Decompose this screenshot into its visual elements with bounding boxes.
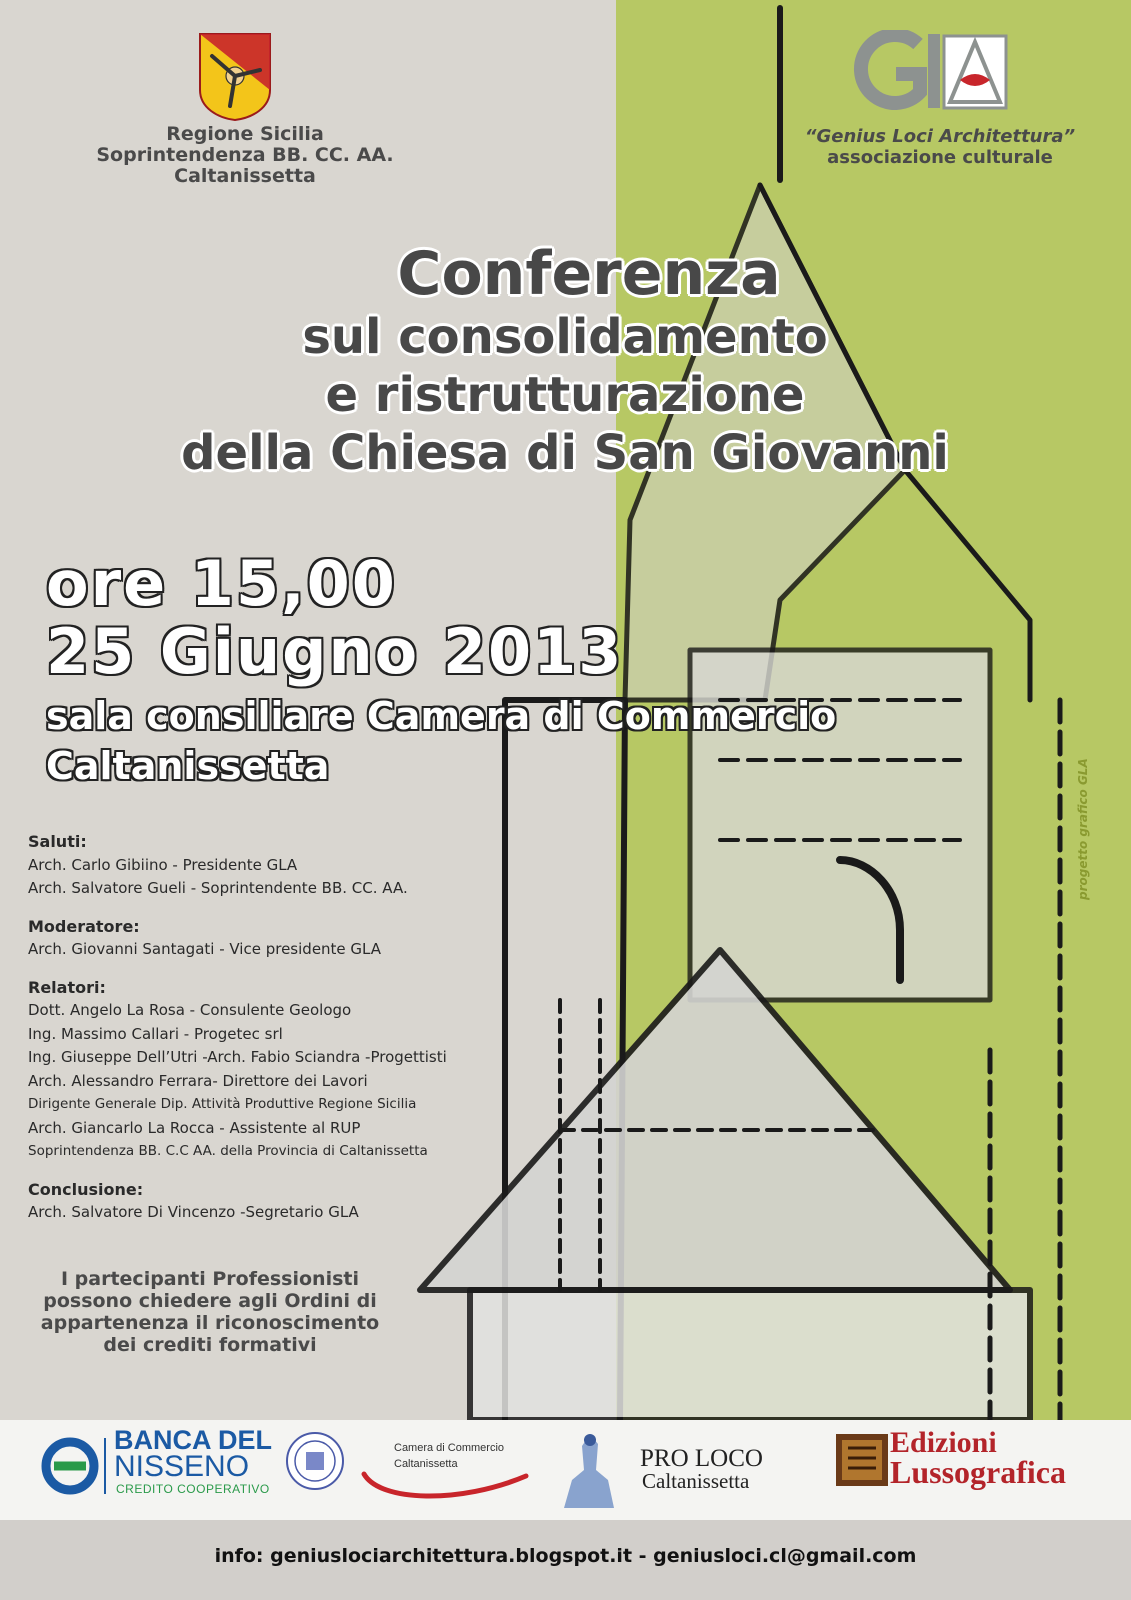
saluti-heading: Saluti: <box>28 832 87 851</box>
contact-info: info: geniuslociarchitettura.blogspot.it - geniusloci.cl@gmail.com <box>214 1545 917 1567</box>
edizioni-name-line1: Edizioni <box>890 1426 997 1459</box>
title-line: e ristrutturazione <box>325 367 805 423</box>
conclusione-heading: Conclusione: <box>28 1179 144 1199</box>
pro-loco-name: PRO LOCO <box>640 1445 763 1472</box>
event-venue: sala consiliare Camera di Commercio <box>46 694 837 738</box>
camera-swoosh-icon <box>360 1462 530 1502</box>
notice-line: appartenenza il riconoscimento <box>40 1312 380 1334</box>
title-line: della Chiesa di San Giovanni <box>181 425 949 481</box>
event-time: ore 15,00 <box>46 547 397 620</box>
conference-title <box>40 240 1090 482</box>
event-city: Caltanissetta <box>46 744 330 788</box>
moderatore-heading: Moderatore: <box>28 916 140 936</box>
program-item: Arch. Giovanni Santagati - Vice presidente GLA <box>28 940 382 958</box>
notice-line: possono chiedere agli Ordini di <box>43 1290 377 1312</box>
program-item: Dirigente Generale Dip. Attività Produttive Regione Sicilia <box>28 1096 417 1112</box>
program-item: Soprintendenza BB. C.C AA. della Provincia di Caltanissetta <box>28 1143 428 1159</box>
program-item: Ing. Giuseppe Dell’Utri -Arch. Fabio Sciandra -Progettisti <box>28 1048 447 1066</box>
camera-line2: Caltanissetta <box>394 1458 458 1470</box>
org-left-line: Soprintendenza BB. CC. AA. <box>96 144 394 166</box>
title-line: sul consolidamento <box>302 309 828 365</box>
org-right-name: “Genius Loci Architettura” <box>804 126 1076 147</box>
pro-loco-statue-icon <box>556 1430 622 1510</box>
camera-line1: Camera di Commercio <box>394 1442 505 1454</box>
notice-line: dei crediti formativi <box>103 1334 317 1356</box>
lussografica-press-icon <box>834 1432 890 1488</box>
university-seal-icon <box>284 1430 346 1492</box>
program-item: Ing. Massimo Callari - Progetec srl <box>28 1024 283 1043</box>
org-left-line: Regione Sicilia <box>166 123 324 145</box>
program-list <box>28 830 548 1225</box>
program-item: Arch. Salvatore Gueli - Soprintendente BB. CC. AA. <box>28 879 408 897</box>
gla-logo-icon <box>848 30 1010 114</box>
notice-line: I partecipanti Professionisti <box>60 1268 359 1290</box>
title-line: Conferenza <box>397 239 781 309</box>
pro-loco-city: Caltanissetta <box>642 1469 750 1493</box>
program-item: Arch. Alessandro Ferrara- Direttore dei Lavori <box>28 1071 368 1090</box>
edizioni-name-line2: Lussografica <box>890 1454 1066 1490</box>
org-right-type: associazione culturale <box>827 147 1053 168</box>
program-item: Arch. Carlo Gibiino - Presidente GLA <box>28 855 298 874</box>
event-when-where <box>46 547 837 790</box>
program-item: Dott. Angelo La Rosa - Consulente Geologo <box>28 1001 352 1019</box>
regione-sicilia-org <box>50 124 440 187</box>
banca-subtitle: CREDITO COOPERATIVO <box>116 1482 270 1496</box>
event-date: 25 Giugno 2013 <box>46 615 624 688</box>
program-item: Arch. Giancarlo La Rocca - Assistente al RUP <box>28 1118 361 1137</box>
org-left-line: Caltanissetta <box>174 165 316 187</box>
relatori-heading: Relatori: <box>28 977 106 997</box>
design-credit: progetto grafico GLA <box>1076 758 1090 900</box>
credits-notice <box>14 1268 406 1356</box>
banca-name-line1: BANCA DEL <box>114 1425 272 1455</box>
genius-loci-org <box>770 126 1110 168</box>
banca-name-line2: NISSENO <box>114 1450 250 1483</box>
regione-sicilia-coat-of-arms-icon <box>196 30 274 122</box>
program-item: Arch. Salvatore Di Vincenzo -Segretario GLA <box>28 1203 359 1221</box>
